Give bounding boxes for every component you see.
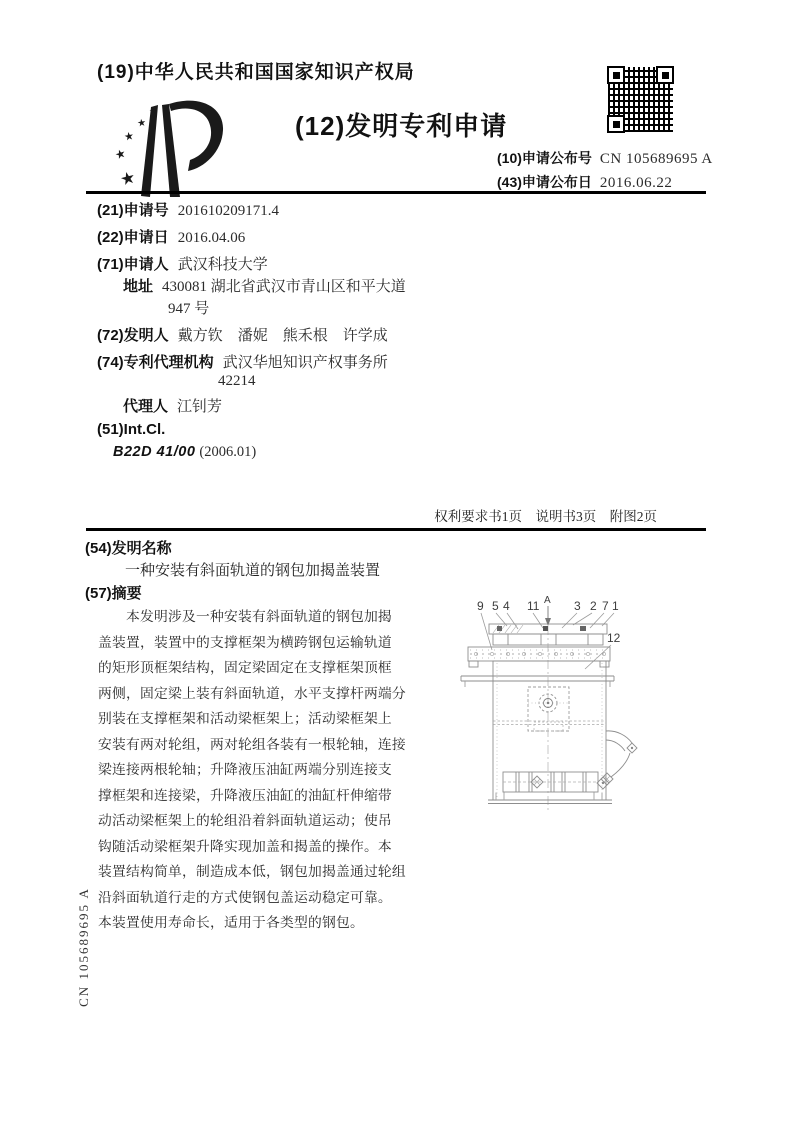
ipc-classification	[113, 443, 256, 461]
svg-text:★: ★	[123, 129, 136, 144]
publication-date-row	[497, 172, 672, 192]
application-number-label: (21)申请号	[97, 202, 169, 219]
inventors-value: 戴方钦 潘妮 熊禾根 许学成	[177, 328, 388, 344]
issuing-office: (19)中华人民共和国国家知识产权局	[97, 62, 415, 83]
application-number-value: 201610209171.4	[177, 203, 279, 219]
svg-text:★: ★	[136, 117, 147, 130]
filing-date-row	[97, 226, 245, 247]
agency-value: 武汉华旭知识产权事务所	[222, 355, 388, 371]
ipc-class-code: B22D 41/00	[113, 444, 196, 460]
patent-figure	[450, 583, 740, 868]
publication-number-value: CN 105689695 A	[599, 151, 713, 167]
int-cl-label: (51)Int.Cl.	[97, 421, 166, 438]
publication-number-label: (10)申请公布号	[497, 150, 592, 166]
header-divider	[86, 191, 706, 194]
agency-label: (74)专利代理机构	[97, 354, 214, 371]
applicant-row	[97, 253, 268, 274]
biblio-divider	[86, 528, 706, 531]
publication-date-label: (43)申请公布日	[497, 174, 592, 190]
ladle-body	[493, 661, 606, 800]
publication-date-value: 2016.06.22	[599, 175, 673, 191]
svg-text:★: ★	[118, 167, 138, 191]
filing-date-value: 2016.04.06	[177, 230, 246, 246]
abstract-heading: (57)摘要	[85, 585, 142, 602]
figure-label-11: 11	[527, 599, 540, 613]
figure-label-3: 3	[574, 599, 581, 613]
invention-title-heading: (54)发明名称	[85, 540, 172, 557]
inventors-row	[97, 324, 388, 345]
publication-number-row	[497, 148, 713, 168]
invention-title: 一种安装有斜面轨道的钢包加揭盖装置	[125, 563, 381, 579]
agent-value: 江钊芳	[177, 399, 223, 415]
figure-label-7: 7	[602, 599, 609, 613]
sidebar-doc-code: CN 105689695 A	[76, 887, 91, 1007]
agency-row	[97, 351, 388, 372]
figure-label-5: 5	[492, 599, 499, 613]
ladle-base	[488, 800, 612, 804]
document-type-title: (12)发明专利申请	[295, 111, 508, 141]
qr-code	[608, 67, 673, 132]
figure-label-12: 12	[607, 631, 621, 645]
figure-label-a: A	[544, 595, 551, 606]
section-arrow-a	[545, 606, 551, 626]
agent-row	[123, 395, 222, 416]
address-row	[123, 275, 406, 296]
ladle-drawing	[461, 624, 637, 804]
qr-finder-bottom-left	[607, 115, 625, 133]
filing-date-label: (22)申请日	[97, 229, 169, 246]
agency-code: 42214	[218, 373, 256, 389]
address-continued: 947 号	[168, 301, 210, 317]
svg-text:★: ★	[113, 145, 128, 163]
qr-finder-top-right	[656, 66, 674, 84]
int-cl-row	[97, 421, 165, 438]
sipo-logo	[110, 95, 230, 205]
svg-text:★: ★	[148, 106, 158, 118]
figure-label-2: 2	[590, 599, 597, 613]
qr-finder-top-left	[607, 66, 625, 84]
ipc-class-version: (2006.01)	[199, 444, 257, 460]
inventors-label: (72)发明人	[97, 327, 169, 344]
figure-label-1: 1	[612, 599, 619, 613]
agent-label: 代理人	[123, 398, 169, 415]
application-number-row	[97, 199, 279, 220]
applicant-label: (71)申请人	[97, 256, 169, 273]
address-label: 地址	[123, 278, 154, 295]
address-value: 430081 湖北省武汉市青山区和平大道	[162, 279, 406, 295]
figure-label-9: 9	[477, 599, 484, 613]
applicant-value: 武汉科技大学	[177, 257, 268, 273]
abstract-text: 本发明涉及一种安装有斜面轨道的钢包加揭 盖装置，装置中的支撑框架为横跨钢包运输轨道 的矩形顶框架结构，固定梁固定在支撑框架顶框 两侧，固定梁上装有斜面轨道，水平支撑杆两端分 别装在支撑框架和活动梁框架上；活动梁框架上 安装有两对轮组，两对轮组各装有一根轮轴，连接 梁连接两根轮轴；升降液压油缸两端分别连接支 撑框架和连接梁，升降液压油缸的油缸杆伸缩带 动活动梁框架上的轮组沿着斜面轨道运动；使吊 钩随活动梁框架升降实现加盖和揭盖的操作。本 装置结构简单，制造成本低，钢包加揭盖通过轮组 沿斜面轨道行走的方式使钢包盖运动稳定可靠。 本装置使用寿命长，适用于各类型的钢包。	[98, 609, 406, 930]
figure-label-4: 4	[503, 599, 510, 613]
pages-info: 权利要求书1页 说明书3页 附图2页	[434, 509, 657, 524]
